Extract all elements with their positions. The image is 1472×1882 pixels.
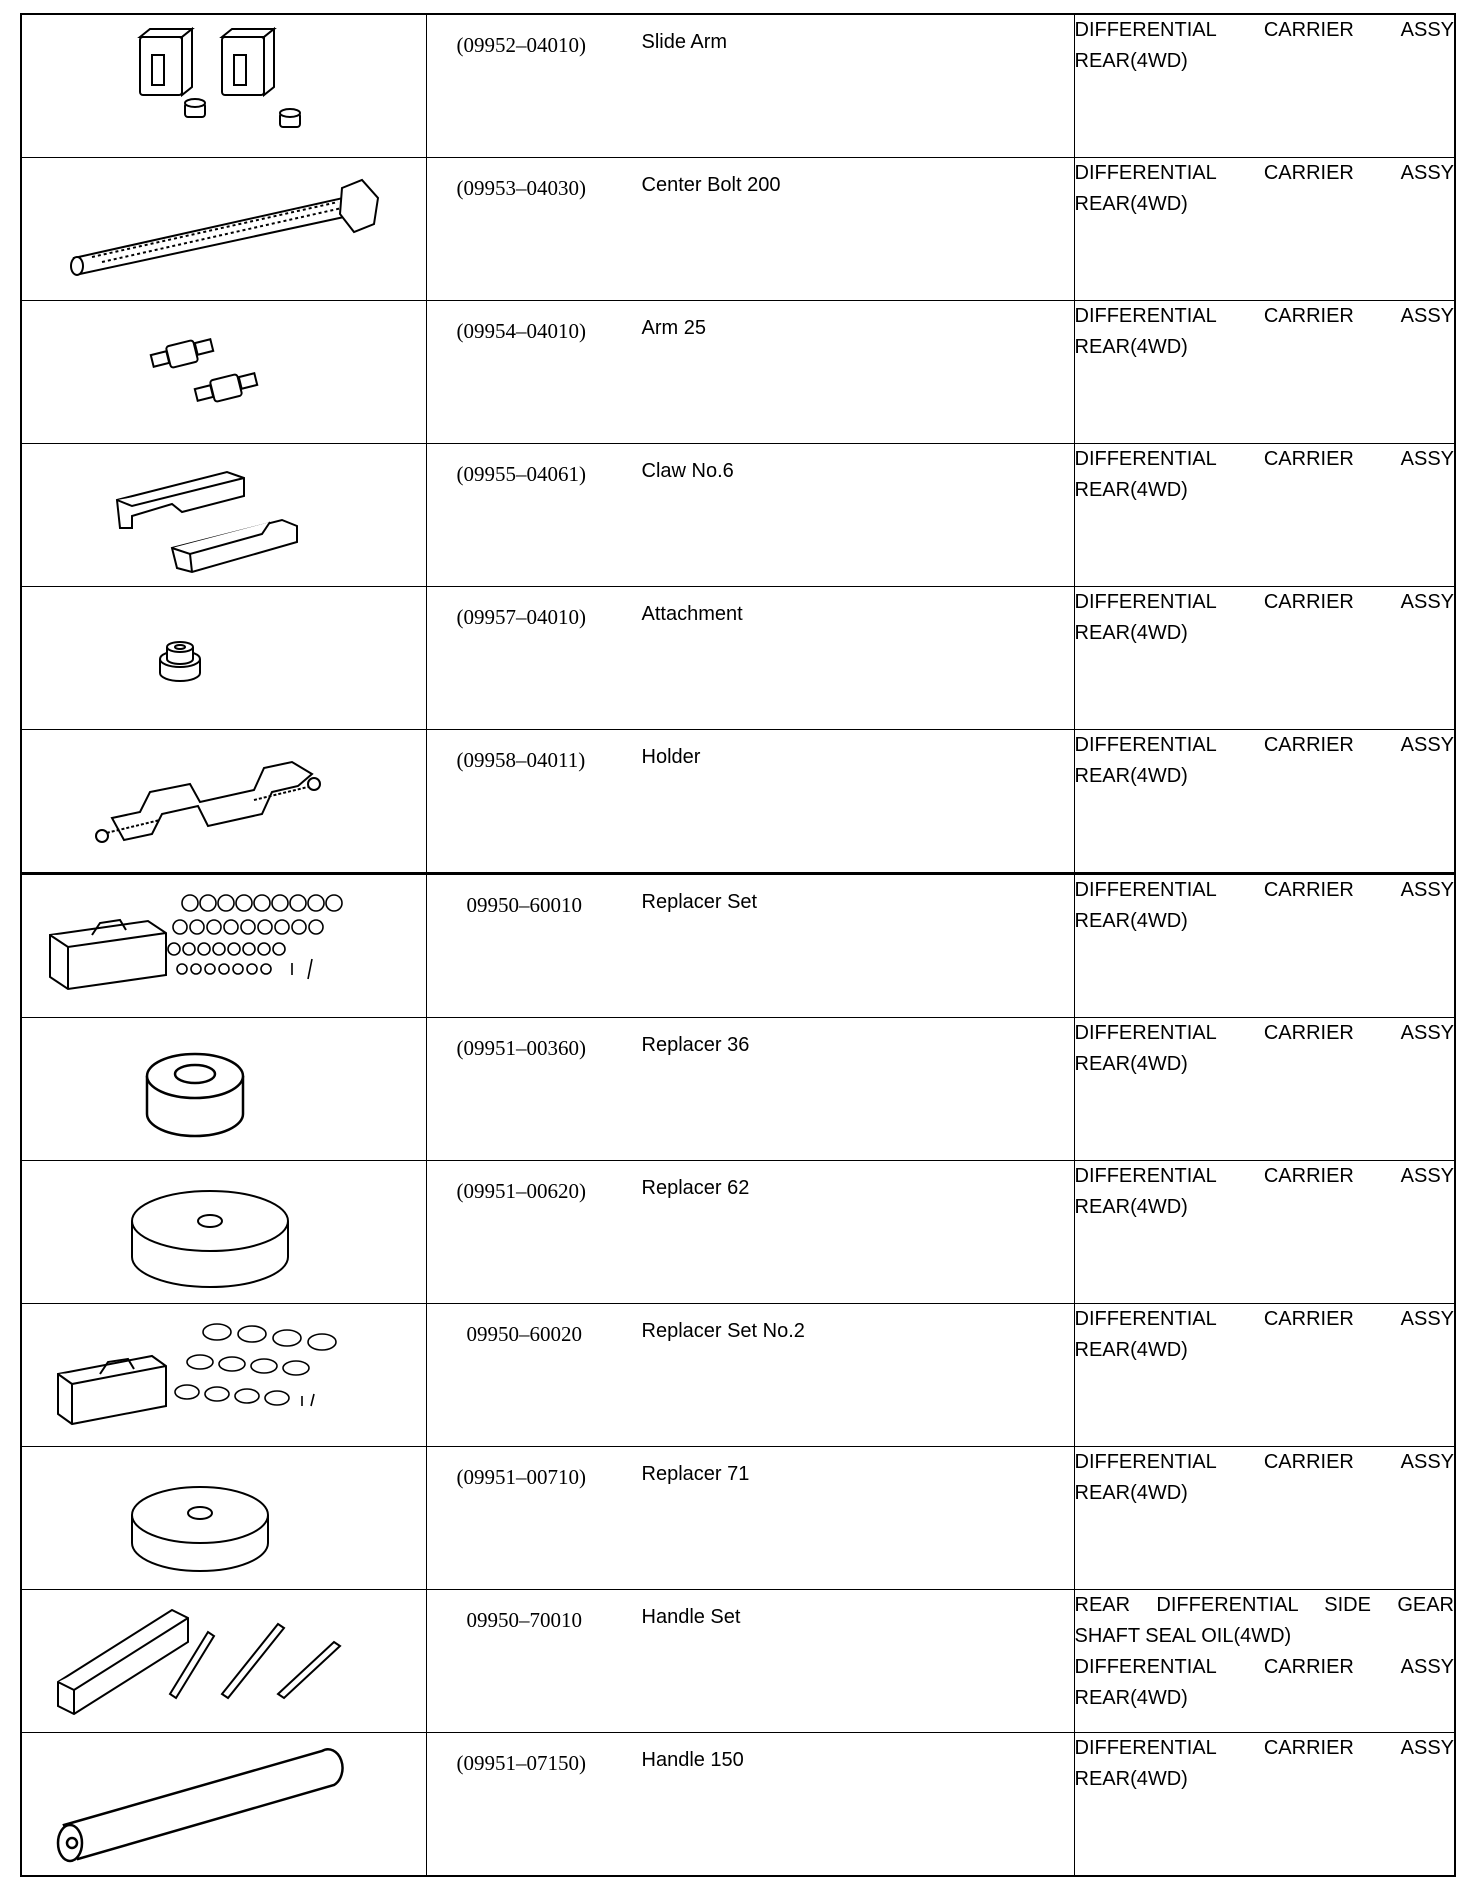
- usage-text: REAR(4WD): [1074, 622, 1188, 644]
- tool-name: Claw No.6: [641, 460, 734, 482]
- usage-text: DIFFERENTIAL CARRIER ASSY: [1074, 879, 1454, 901]
- attachment-icon: [22, 587, 427, 729]
- handle-150-icon: [22, 1733, 427, 1875]
- center-bolt-icon: [22, 158, 427, 300]
- claw-icon: [22, 444, 427, 586]
- usage-text: REAR(4WD): [1074, 479, 1188, 501]
- usage-text: REAR(4WD): [1074, 1339, 1188, 1361]
- replacer-set-2-icon: [22, 1304, 427, 1446]
- part-number: (09957–04010): [456, 605, 586, 629]
- usage-text: SHAFT SEAL OIL(4WD): [1074, 1625, 1292, 1647]
- part-number: (09951–00360): [456, 1036, 586, 1060]
- table-row: [21, 301, 1455, 444]
- usage-text: REAR(4WD): [1074, 1053, 1188, 1075]
- part-number: 09950–70010: [466, 1608, 582, 1632]
- usage-text: DIFFERENTIAL CARRIER ASSY: [1074, 1022, 1454, 1044]
- tool-name: Attachment: [641, 603, 743, 625]
- usage-text: REAR(4WD): [1074, 1196, 1188, 1218]
- part-number: (09954–04010): [456, 319, 586, 343]
- table-row: [21, 1590, 1455, 1733]
- tool-name: Center Bolt 200: [641, 174, 781, 196]
- usage-text: REAR(4WD): [1074, 193, 1188, 215]
- usage-text: REAR(4WD): [1074, 1482, 1188, 1504]
- part-number: (09951–07150): [456, 1751, 586, 1775]
- tool-name: Handle Set: [641, 1606, 741, 1628]
- part-number: 09950–60020: [466, 1322, 582, 1346]
- tool-name: Handle 150: [641, 1749, 744, 1771]
- tool-name: Slide Arm: [641, 31, 728, 53]
- tool-name: Replacer Set: [641, 891, 758, 913]
- usage-text: DIFFERENTIAL CARRIER ASSY: [1074, 1451, 1454, 1473]
- part-number: (09951–00620): [456, 1179, 586, 1203]
- usage-text: DIFFERENTIAL CARRIER ASSY: [1074, 734, 1454, 756]
- replacer-71-icon: [22, 1447, 427, 1589]
- arm-25-icon: [22, 301, 427, 443]
- usage-text: DIFFERENTIAL CARRIER ASSY: [1074, 1656, 1454, 1678]
- usage-text: DIFFERENTIAL CARRIER ASSY: [1074, 1165, 1454, 1187]
- table-row: [21, 1304, 1455, 1447]
- usage-text: REAR(4WD): [1074, 1687, 1188, 1709]
- tool-name: Replacer Set No.2: [641, 1320, 805, 1342]
- table-row: [21, 1161, 1455, 1304]
- table-row: [21, 444, 1455, 587]
- usage-text: DIFFERENTIAL CARRIER ASSY: [1074, 19, 1454, 41]
- table-row: [21, 1018, 1455, 1161]
- slide-arm-icon: [22, 15, 427, 157]
- replacer-36-icon: [22, 1018, 427, 1160]
- table-row: [21, 587, 1455, 730]
- table-row: [21, 158, 1455, 301]
- table-row: [21, 730, 1455, 874]
- part-number: 09950–60010: [466, 893, 582, 917]
- usage-text: DIFFERENTIAL CARRIER ASSY: [1074, 1737, 1454, 1759]
- usage-text: REAR(4WD): [1074, 336, 1188, 358]
- usage-text: DIFFERENTIAL CARRIER ASSY: [1074, 1308, 1454, 1330]
- tool-name: Holder: [641, 746, 701, 768]
- special-service-tools-table: [20, 13, 1456, 1877]
- tool-name: Replacer 36: [641, 1034, 750, 1056]
- usage-text: DIFFERENTIAL CARRIER ASSY: [1074, 162, 1454, 184]
- usage-text: REAR DIFFERENTIAL SIDE GEAR: [1074, 1594, 1454, 1616]
- part-number: (09952–04010): [456, 33, 586, 57]
- table-row: [21, 874, 1455, 1018]
- usage-text: DIFFERENTIAL CARRIER ASSY: [1074, 448, 1454, 470]
- handle-set-icon: [22, 1590, 427, 1732]
- holder-icon: [22, 730, 427, 872]
- part-number: (09951–00710): [456, 1465, 586, 1489]
- table-row: [21, 14, 1455, 158]
- usage-text: DIFFERENTIAL CARRIER ASSY: [1074, 305, 1454, 327]
- part-number: (09953–04030): [456, 176, 586, 200]
- usage-text: REAR(4WD): [1074, 50, 1188, 72]
- usage-text: DIFFERENTIAL CARRIER ASSY: [1074, 591, 1454, 613]
- usage-text: REAR(4WD): [1074, 910, 1188, 932]
- tool-name: Arm 25: [641, 317, 706, 339]
- part-number: (09958–04011): [456, 748, 586, 772]
- table-row: [21, 1733, 1455, 1877]
- part-number: (09955–04061): [456, 462, 586, 486]
- usage-text: REAR(4WD): [1074, 765, 1188, 787]
- tool-name: Replacer 71: [641, 1463, 750, 1485]
- usage-text: REAR(4WD): [1074, 1768, 1188, 1790]
- table-row: [21, 1447, 1455, 1590]
- replacer-62-icon: [22, 1161, 427, 1303]
- replacer-set-icon: [22, 875, 427, 1017]
- tool-name: Replacer 62: [641, 1177, 750, 1199]
